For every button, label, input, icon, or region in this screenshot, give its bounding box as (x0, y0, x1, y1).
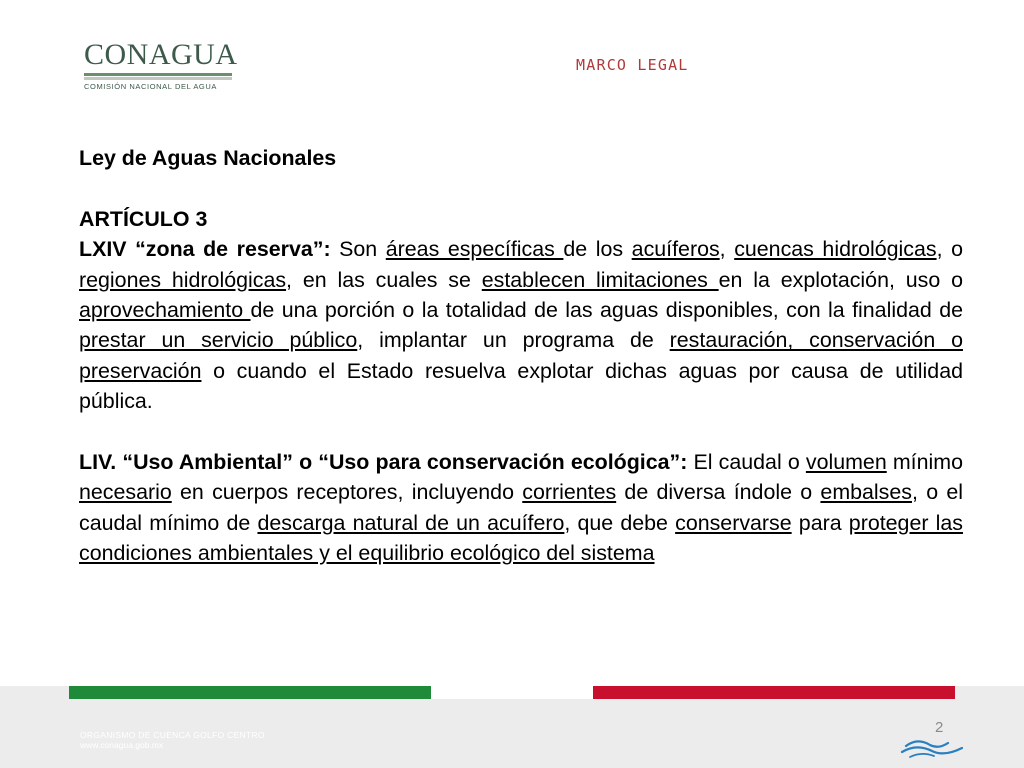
underlined-term: volumen (805, 450, 887, 475)
text-run: de una porción o la totalidad de las aguas disponibles, con la finalidad de (250, 298, 963, 323)
section-title: MARCO LEGAL (576, 56, 689, 74)
underlined-term: aprovechamiento (79, 298, 251, 323)
spacer (79, 417, 963, 447)
term-zona-de-reserva: LXIV “zona de reserva”: (79, 237, 331, 262)
underlined-term: restauración, conservación o preservación (79, 328, 963, 383)
article-heading (79, 204, 963, 234)
underlined-term: proteger las condiciones ambientales y el equilibrio ecológico del sistema (79, 510, 963, 566)
waves-icon (900, 737, 966, 759)
footer-organization: ORGANISMO DE CUENCA GOLFO CENTRO (80, 730, 265, 740)
footer-green-bar (69, 686, 431, 699)
underlined-term: prestar un servicio público (79, 328, 358, 353)
text-run: , que debe (564, 510, 676, 535)
underlined-term: corrientes (522, 480, 617, 505)
text-run: de los (563, 237, 632, 262)
underlined-term: regiones hidrológicas (79, 267, 287, 292)
text-run: , o el caudal mínimo de (79, 480, 963, 535)
text-run: de diversa índole o (616, 480, 821, 505)
underlined-term: necesario (79, 480, 172, 505)
law-title (79, 143, 963, 173)
logo-stripe-upper (84, 73, 232, 76)
footer-red-bar (593, 686, 955, 699)
underlined-term: conservarse (675, 510, 792, 535)
footer-white-bar (431, 686, 593, 699)
text-run: , o (936, 237, 963, 262)
definition-zona-de-reserva (79, 234, 963, 416)
logo-stripe-lower (84, 77, 232, 80)
underlined-term: acuíferos (631, 237, 720, 262)
term-uso-ambiental: LIV. “Uso Ambiental” o “Uso para conservación ecológica”: (79, 450, 688, 475)
logo-name: CONAGUA (84, 38, 238, 71)
law-title-text: Ley de Aguas Nacionales (79, 146, 337, 170)
text-run: mínimo (886, 450, 963, 475)
text-run: o cuando el Estado resuelva explotar dichas aguas por causa de utilidad pública. (79, 358, 963, 414)
text-run: en la explotación, uso o (718, 267, 963, 292)
underlined-term: establecen limitaciones (481, 267, 719, 292)
text-run: El caudal o (687, 450, 806, 475)
definition-uso-ambiental (79, 447, 963, 569)
text-run: , en las cuales se (286, 267, 482, 292)
text-run: Son (330, 237, 386, 262)
underlined-term: áreas específicas (385, 237, 564, 262)
page-number: 2 (935, 719, 944, 736)
conagua-logo (78, 36, 252, 92)
underlined-term: cuencas hidrológicas (734, 237, 937, 262)
text-run: para (791, 510, 849, 535)
text-run: , implantar un programa de (357, 328, 670, 353)
footer-url: www.conagua.gob.mx (80, 740, 164, 750)
spacer (79, 173, 963, 203)
underlined-term: descarga natural de un acuífero (257, 510, 565, 535)
article-heading-text: ARTÍCULO 3 (79, 206, 208, 231)
slide-body (79, 143, 963, 569)
text-run: en cuerpos receptores, incluyendo (171, 480, 523, 505)
underlined-term: embalses (820, 480, 912, 505)
text-run: , (719, 237, 735, 262)
logo-subtitle: COMISIÓN NACIONAL DEL AGUA (84, 82, 217, 91)
